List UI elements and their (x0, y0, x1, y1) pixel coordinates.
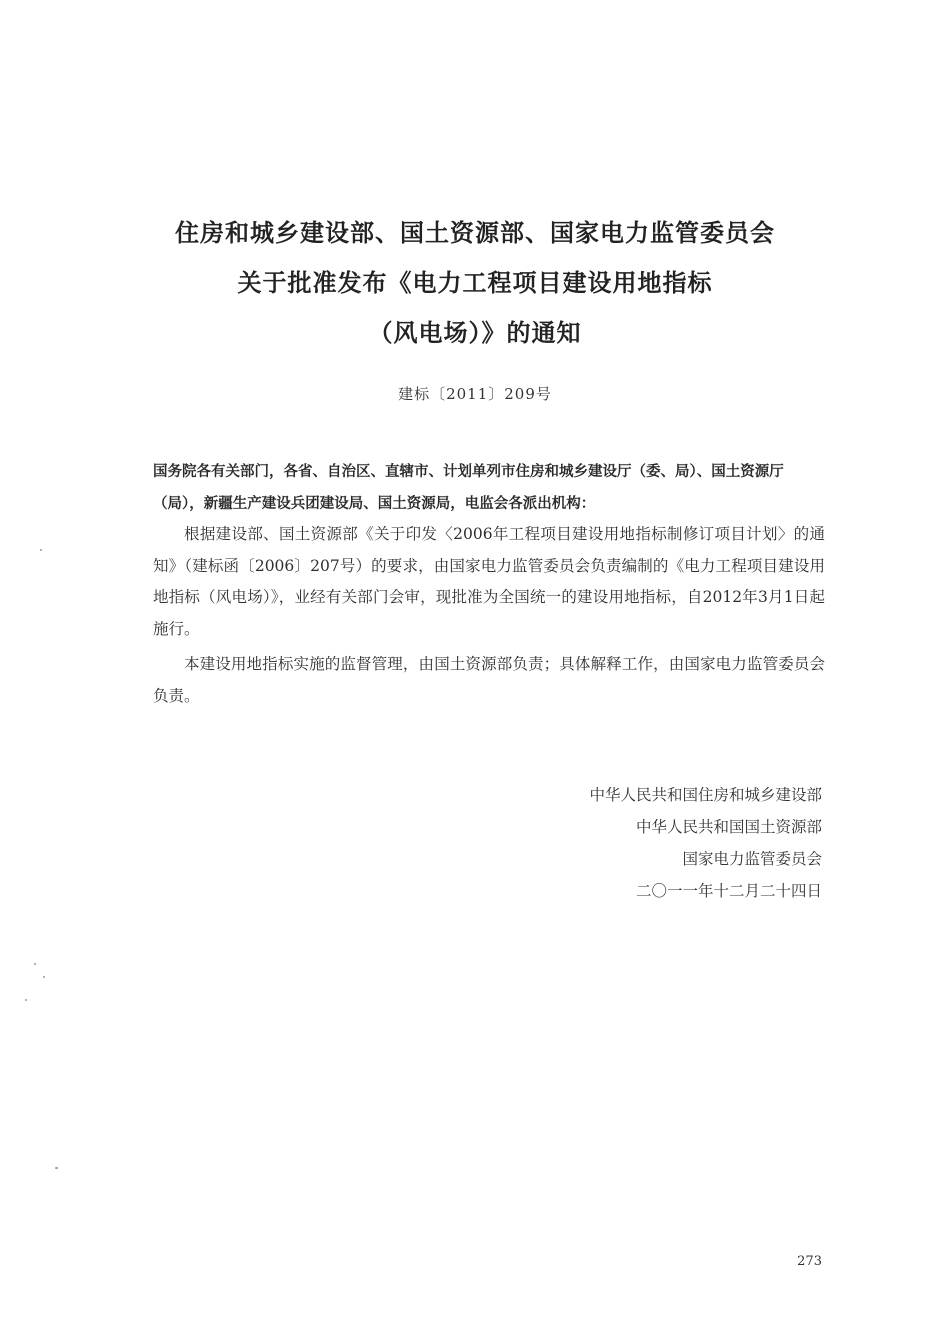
signature-org-3: 国家电力监管委员会 (682, 850, 822, 868)
paragraph-2: 本建设用地指标实施的监督管理，由国土资源部负责；具体解释工作，由国家电力监管委员会负责。 (153, 655, 825, 705)
body-text (153, 519, 825, 716)
signature-date: 二〇一一年十二月二十四日 (635, 882, 822, 900)
scan-speck (25, 999, 27, 1001)
signature-block (589, 779, 822, 907)
scan-speck (34, 963, 36, 965)
signature-org-2: 中华人民共和国国土资源部 (635, 818, 822, 836)
document-number: 建标〔2011〕209号 (398, 385, 552, 403)
document-title (0, 208, 950, 358)
title-line-3: （风电场）》的通知 (368, 319, 582, 347)
scan-speck (40, 549, 42, 551)
title-line-2: 关于批准发布《电力工程项目建设用地指标 (237, 269, 713, 297)
page-number: 273 (797, 1254, 822, 1269)
signature-org-1: 中华人民共和国住房和城乡建设部 (589, 786, 822, 804)
addressee: 国务院各有关部门，各省、自治区、直辖市、计划单列市住房和城乡建设厅（委、局）、国土资源厅（局），新疆生产建设兵团建设局、国土资源局，电监会各派出机构： (153, 464, 784, 512)
paragraph-1: 根据建设部、国土资源部《关于印发〈2006年工程项目建设用地指标制修订项目计划〉的通知》（建标函〔2006〕207号）的要求，由国家电力监管委员会负责编制的《电力工程项目建设用地指标（风电场）》，业经有关部门会审，现批准为全国统一的建设用地指标，自2012年3月1日起施行。 (153, 525, 825, 638)
scan-speck (43, 976, 45, 978)
title-line-1: 住房和城乡建设部、国土资源部、国家电力监管委员会 (175, 219, 775, 247)
scan-speck (55, 1167, 58, 1169)
